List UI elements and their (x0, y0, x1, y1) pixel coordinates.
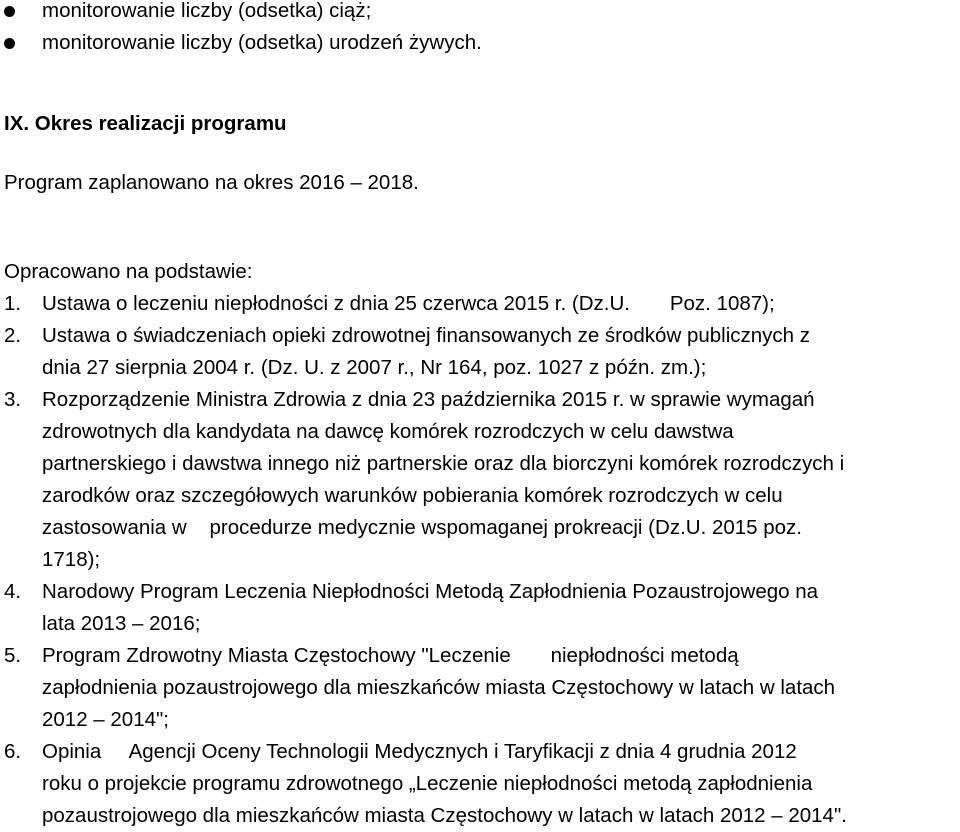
list-item-number: 2. (4, 324, 22, 347)
list-item-line: Ustawa o świadczeniach opieki zdrowotnej finansowanych ze środków publicznych z (42, 324, 810, 347)
bullet-text: monitorowanie liczby (odsetka) urodzeń żywych. (42, 31, 482, 54)
list-item-line: Program Zdrowotny Miasta Częstochowy "Leczenie niepłodności metodą (42, 644, 739, 667)
list-item (0, 576, 960, 640)
list-item (0, 320, 960, 384)
list-item-line: zarodków oraz szczegółowych warunków pobierania komórek rozrodczych w celu (42, 484, 783, 507)
list-item-line: partnerskiego i dawstwa innego niż partnerskie oraz dla biorczyni komórek rozrodczych i (42, 452, 845, 475)
list-item-line: lata 2013 – 2016; (42, 612, 201, 635)
bullet-dot-icon (4, 38, 15, 49)
list-item (0, 736, 960, 832)
list-item-line: Narodowy Program Leczenia Niepłodności Metodą Zapłodnienia Pozaustrojowego na (42, 580, 819, 603)
list-item-number: 6. (4, 740, 22, 763)
list-item-number: 5. (4, 644, 22, 667)
list-item-line: Rozporządzenie Ministra Zdrowia z dnia 23 października 2015 r. w sprawie wymagań (42, 388, 815, 411)
list-item-number: 1. (4, 292, 22, 315)
list-item-line: zastosowania w procedurze medycznie wspomaganej prokreacji (Dz.U. 2015 poz. (42, 516, 803, 539)
monitoring-bullet-list (0, 0, 482, 59)
bullet-item (0, 27, 482, 59)
list-item (0, 384, 960, 576)
list-item-line: roku o projekcie programu zdrowotnego „Leczenie niepłodności metodą zapłodnienia (42, 772, 813, 795)
section-heading: IX. Okres realizacji programu (4, 112, 287, 135)
bullet-item (0, 0, 482, 27)
list-item-line: zdrowotnych dla kandydata na dawcę komórek rozrodczych w celu dawstwa (42, 420, 734, 443)
program-period-text: Program zaplanowano na okres 2016 – 2018. (4, 171, 419, 194)
bullet-text: monitorowanie liczby (odsetka) ciąż; (42, 0, 372, 22)
list-item-line: dnia 27 sierpnia 2004 r. (Dz. U. z 2007 r., Nr 164, poz. 1027 z późn. zm.); (42, 356, 707, 379)
basis-list (0, 288, 960, 832)
bullet-dot-icon (4, 6, 15, 17)
list-item-number: 4. (4, 580, 22, 603)
list-item-line: pozaustrojowego dla mieszkańców miasta Częstochowy w latach w latach 2012 – 2014". (42, 804, 847, 827)
list-item-line: Ustawa o leczeniu niepłodności z dnia 25 czerwca 2015 r. (Dz.U. Poz. 1087); (42, 292, 775, 315)
list-item-line: Opinia Agencji Oceny Technologii Medycznych i Taryfikacji z dnia 4 grudnia 2012 (42, 740, 797, 763)
basis-intro-text: Opracowano na podstawie: (4, 260, 253, 283)
list-item-line: 1718); (42, 548, 101, 571)
list-item-line: zapłodnienia pozaustrojowego dla mieszkańców miasta Częstochowy w latach w latach (42, 676, 836, 699)
list-item-line: 2012 – 2014"; (42, 708, 169, 731)
list-item-number: 3. (4, 388, 22, 411)
list-item (0, 288, 960, 320)
list-item (0, 640, 960, 736)
